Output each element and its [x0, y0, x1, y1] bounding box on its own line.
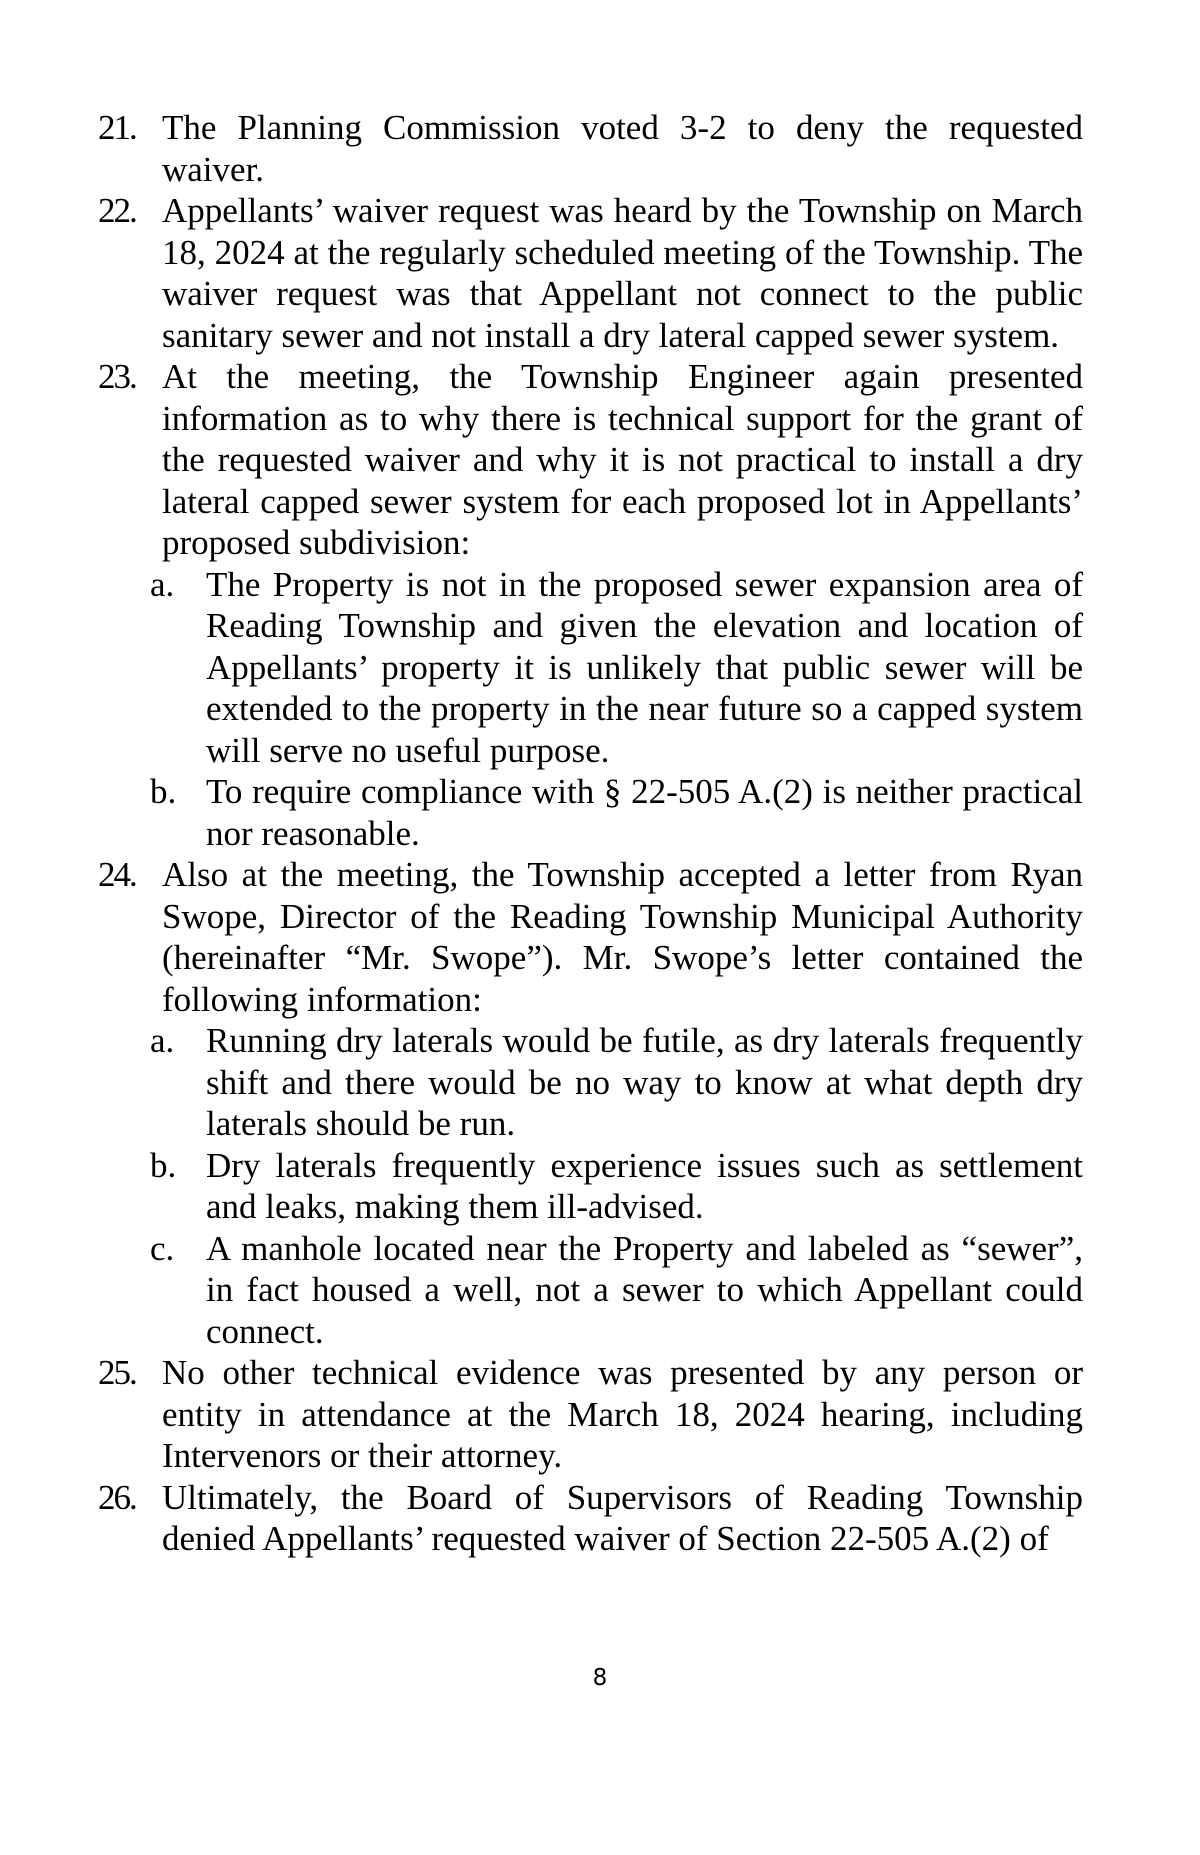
subparagraph-letter: a.: [150, 1021, 175, 1060]
paragraph-number: 26.: [98, 1477, 136, 1517]
subparagraph-text: Running dry laterals would be futile, as dry laterals frequently shift and there would be no way to know at what depth dry laterals should be run.: [206, 1021, 1083, 1143]
paragraph-25: [98, 1352, 1083, 1477]
paragraph-text: The Planning Commission voted 3-2 to deny the requested waiver.: [162, 108, 1083, 189]
paragraph-number: 21.: [98, 108, 136, 147]
subparagraph-text: The Property is not in the proposed sewer expansion area of Reading Township and given the elevation and location of Appellants’ property it is unlikely that public sewer will be extended to the property in the near future so a capped system will serve no useful purpose.: [206, 564, 1083, 770]
subparagraph-text: A manhole located near the Property and labeled as “sewer”, in fact housed a well, not a sewer to which Appellant could connect.: [206, 1228, 1083, 1351]
paragraph-24: [98, 854, 1083, 1020]
paragraph-text: Also at the meeting, the Township accepted a letter from Ryan Swope, Director of the Reading Township Municipal Authority (hereinafter “Mr. Swope”). Mr. Swope’s letter contained the following information:: [162, 855, 1083, 1019]
paragraph-number: 23.: [98, 357, 136, 396]
subparagraph-text: Dry laterals frequently experience issues such as settlement and leaks, making them ill-advised.: [206, 1145, 1083, 1226]
document-body: [98, 107, 1083, 1560]
paragraph-text: No other technical evidence was presented by any person or entity in attendance at the March 18, 2024 hearing, including Intervenors or their attorney.: [162, 1353, 1083, 1475]
subparagraph-24b: [98, 1145, 1083, 1228]
paragraph-number: 24.: [98, 855, 136, 894]
subparagraph-letter: b.: [150, 772, 177, 811]
subparagraph-23b: [98, 771, 1083, 854]
paragraph-23: [98, 356, 1083, 564]
subparagraph-letter: b.: [150, 1145, 177, 1185]
paragraph-number: 22.: [98, 191, 136, 230]
subparagraph-24a: [98, 1020, 1083, 1145]
paragraph-text: Ultimately, the Board of Supervisors of Reading Township denied Appellants’ requested waiver of Section 22-505 A.(2) of: [162, 1477, 1083, 1558]
paragraph-number: 25.: [98, 1353, 136, 1392]
subparagraph-23a: [98, 564, 1083, 772]
paragraph-21: [98, 107, 1083, 190]
paragraph-text: At the meeting, the Township Engineer again presented information as to why there is technical support for the grant of the requested waiver and why it is not practical to install a dry lateral capped sewer system for each proposed lot in Appellants’ proposed subdivision:: [162, 357, 1083, 562]
subparagraph-24c: [98, 1228, 1083, 1353]
subparagraph-letter: a.: [150, 564, 175, 604]
paragraph-26: [98, 1477, 1083, 1560]
page-number: 8: [592, 1665, 608, 1691]
paragraph-22: [98, 190, 1083, 356]
subparagraph-text: To require compliance with § 22-505 A.(2) is neither practical nor reasonable.: [206, 772, 1083, 853]
subparagraph-letter: c.: [150, 1228, 175, 1268]
paragraph-text: Appellants’ waiver request was heard by the Township on March 18, 2024 at the regularly scheduled meeting of the Township. The waiver request was that Appellant not connect to the public sanitary sewer and not install a dry lateral capped sewer system.: [162, 191, 1083, 355]
